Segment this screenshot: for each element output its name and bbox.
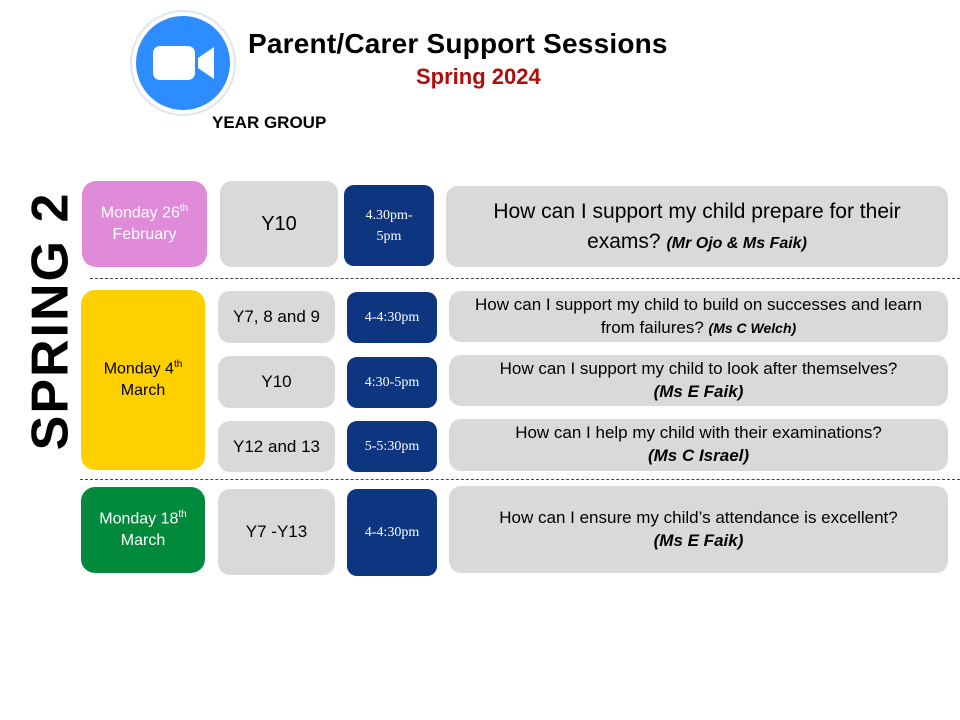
time-box bbox=[347, 292, 437, 343]
year-group-text: Y10 bbox=[261, 212, 297, 235]
presenter-text: (Ms E Faik) bbox=[653, 381, 744, 401]
topic-box bbox=[449, 355, 948, 406]
date-month: March bbox=[120, 532, 166, 550]
time-text: 5-5:30pm bbox=[364, 439, 420, 454]
year-group-heading: YEAR GROUP bbox=[212, 113, 327, 132]
time-text: 4-4:30pm bbox=[364, 310, 420, 325]
time-box bbox=[347, 489, 437, 576]
topic-box bbox=[446, 186, 948, 267]
term-label-text: SPRING 2 bbox=[21, 191, 80, 451]
date-month: February bbox=[112, 226, 177, 244]
date-box-18-march bbox=[81, 487, 205, 573]
date-text: Monday 18 bbox=[99, 510, 179, 528]
topic-text: How can I help my child with their examinations? bbox=[515, 423, 882, 443]
presenter-text: (Ms E Faik) bbox=[653, 530, 744, 550]
topic-box bbox=[449, 486, 948, 573]
time-box bbox=[347, 357, 437, 408]
date-suffix: th bbox=[178, 509, 187, 521]
year-group-box bbox=[218, 489, 335, 575]
video-camera-glyph bbox=[136, 16, 230, 110]
date-text: Monday 26 bbox=[100, 204, 180, 222]
time-text-line2: 5pm bbox=[376, 228, 402, 244]
page-subtitle: Spring 2024 bbox=[416, 64, 541, 89]
topic-text: How can I ensure my child’s attendance is excellent? bbox=[499, 507, 898, 527]
presenter-text: (Mr Ojo & Ms Faik) bbox=[666, 234, 807, 252]
year-group-box bbox=[218, 421, 335, 472]
year-group-text: Y7 -Y13 bbox=[245, 522, 308, 541]
year-group-box bbox=[218, 291, 335, 343]
year-group-text: Y12 and 13 bbox=[233, 436, 320, 456]
date-suffix: th bbox=[173, 359, 183, 371]
date-box-4-march bbox=[81, 290, 205, 470]
topic-text: How can I support my child to build on successes and learn from failures? bbox=[475, 294, 922, 337]
presenter-text: (Ms C Israel) bbox=[647, 446, 750, 465]
video-camera-icon bbox=[136, 16, 230, 110]
time-text: 4-4:30pm bbox=[364, 525, 420, 540]
time-box bbox=[347, 421, 437, 472]
topic-text: How can I support my child prepare for their exams? bbox=[493, 200, 901, 253]
year-group-text: Y10 bbox=[261, 372, 292, 391]
session-divider bbox=[80, 479, 960, 480]
topic-text: How can I support my child to look after themselves? bbox=[499, 358, 898, 378]
date-box-26-february bbox=[82, 181, 207, 267]
year-group-box bbox=[218, 356, 335, 408]
topic-box bbox=[449, 291, 948, 342]
session-divider bbox=[90, 278, 960, 279]
date-suffix: th bbox=[179, 203, 189, 215]
date-month: March bbox=[120, 382, 166, 400]
page-title: Parent/Carer Support Sessions bbox=[248, 28, 668, 59]
year-group-box bbox=[220, 181, 338, 267]
year-group-text: Y7, 8 and 9 bbox=[233, 307, 320, 326]
date-text: Monday 4 bbox=[103, 360, 174, 378]
term-label bbox=[18, 191, 82, 451]
time-text: 4:30-5pm bbox=[364, 375, 420, 390]
time-text-line1: 4.30pm- bbox=[365, 207, 413, 223]
time-box bbox=[344, 185, 434, 266]
topic-box bbox=[449, 419, 948, 471]
presenter-text: (Ms C Welch) bbox=[708, 319, 797, 336]
